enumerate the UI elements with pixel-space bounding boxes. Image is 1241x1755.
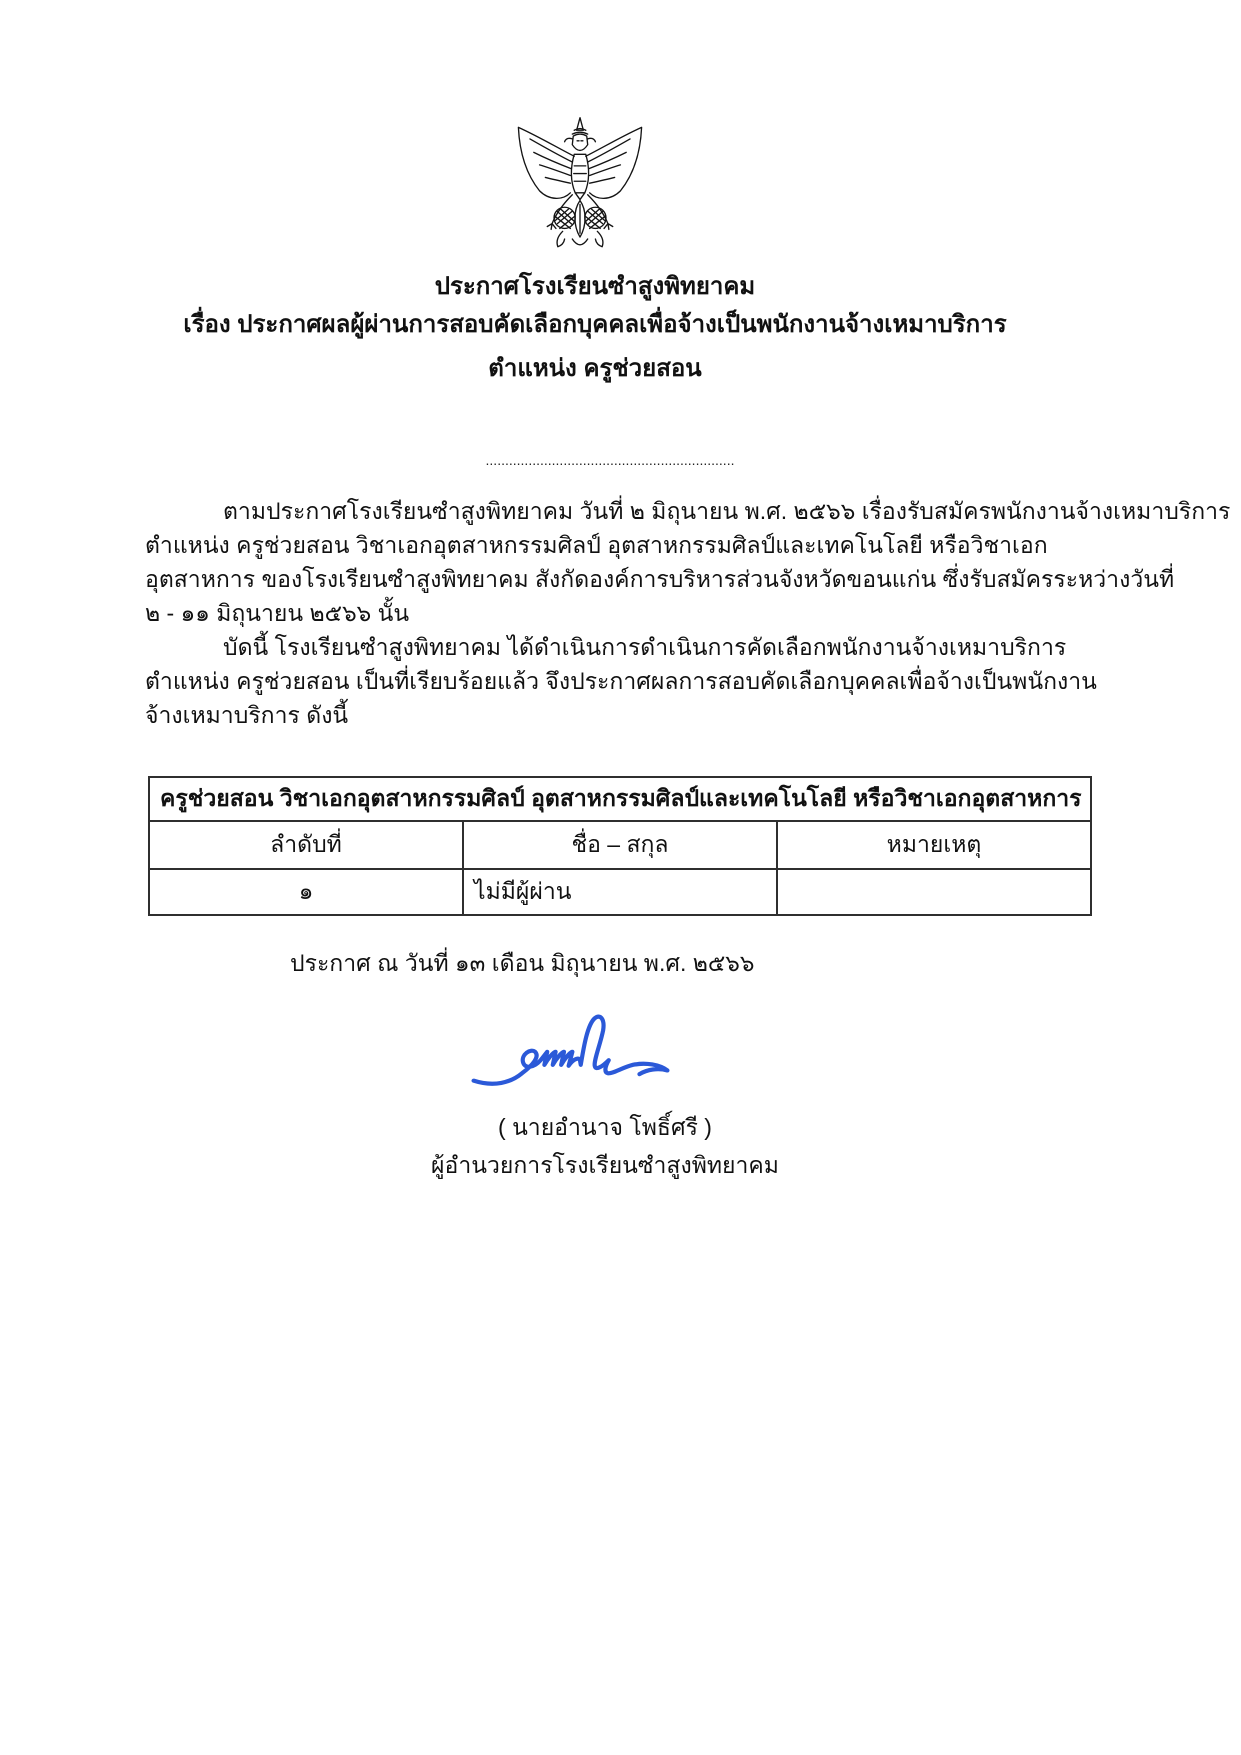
table-merged-header: ครูช่วยสอน วิชาเอกอุตสาหกรรมศิลป์ อุตสาหกรรมศิลป์และเทคโนโลยี หรือวิชาเอกอุตสาหการ <box>149 777 1091 821</box>
garuda-emblem-icon <box>503 110 657 266</box>
table-column-header-row <box>149 821 1091 869</box>
cell-number: ๑ <box>149 869 463 915</box>
paragraph-line: จ้างเหมาบริการ ดังนี้ <box>145 702 349 728</box>
paragraph-line: อุตสาหการ ของโรงเรียนซำสูงพิทยาคม สังกัดองค์การบริหารส่วนจังหวัดขอนแก่น ซึ่งรับสมัครระหว่างวันที่ <box>145 566 1175 592</box>
paragraph-line: ตำแหน่ง ครูช่วยสอน เป็นที่เรียบร้อยแล้ว จึงประกาศผลการสอบคัดเลือกบุคคลเพื่อจ้างเป็นพนักงาน <box>145 668 1097 694</box>
column-header-note: หมายเหตุ <box>777 821 1091 869</box>
table-merged-header-row <box>149 777 1091 821</box>
announcement-title: ประกาศโรงเรียนซำสูงพิทยาคม <box>434 273 756 300</box>
signature-handwritten <box>468 1002 673 1096</box>
paragraph-recruitment-reference <box>145 494 1231 630</box>
announcement-subject: เรื่อง ประกาศผลผู้ผ่านการสอบคัดเลือกบุคคลเพื่อจ้างเป็นพนักงานจ้างเหมาบริการ <box>183 311 1007 338</box>
paragraph-line: ตำแหน่ง ครูช่วยสอน วิชาเอกอุตสาหกรรมศิลป์ อุตสาหกรรมศิลป์และเทคโนโลยี หรือวิชาเอก <box>145 532 1048 558</box>
announcement-date-line: ประกาศ ณ วันที่ ๑๓ เดือน มิถุนายน พ.ศ. ๒๕๖๖ <box>290 950 755 976</box>
signer-name: ( นายอำนาจ โพธิ์ศรี ) <box>498 1114 712 1140</box>
paragraph-line: ตามประกาศโรงเรียนซำสูงพิทยาคม วันที่ ๒ มิถุนายน พ.ศ. ๒๕๖๖ เรื่องรับสมัครพนักงานจ้างเหมาบริการ <box>223 498 1231 524</box>
announcement-position: ตำแหน่ง ครูช่วยสอน <box>488 355 702 382</box>
column-header-name: ชื่อ – สกุล <box>463 821 777 869</box>
cell-name: ไม่มีผู้ผ่าน <box>463 869 777 915</box>
table-row <box>149 869 1091 915</box>
paragraph-line: บัดนี้ โรงเรียนซำสูงพิทยาคม ได้ดำเนินการดำเนินการคัดเลือกพนักงานจ้างเหมาบริการ <box>223 634 1067 660</box>
column-header-number: ลำดับที่ <box>149 821 463 869</box>
dotted-separator: ................................................................ <box>485 452 735 468</box>
paragraph-line: ๒ - ๑๑ มิถุนายน ๒๕๖๖ นั้น <box>145 600 410 626</box>
paragraph-result-statement <box>145 630 1105 732</box>
results-table <box>148 776 1092 916</box>
signature-stroke <box>474 1017 668 1084</box>
signer-position: ผู้อำนวยการโรงเรียนซำสูงพิทยาคม <box>431 1152 779 1178</box>
cell-note <box>777 869 1091 915</box>
